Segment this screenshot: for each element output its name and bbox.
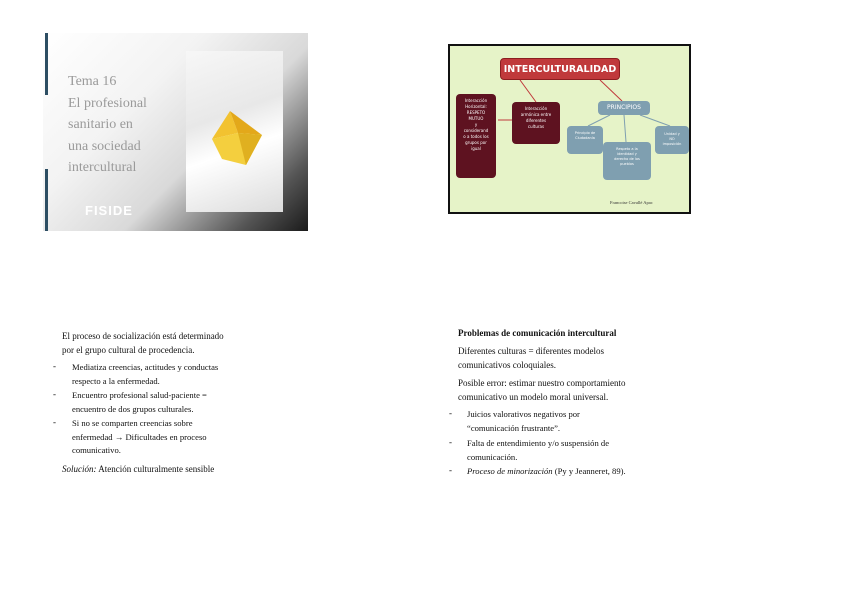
- text-line: Diferentes culturas = diferentes modelos: [458, 346, 605, 356]
- text-line: comunicativo.: [72, 445, 121, 455]
- title-line: sanitario en: [68, 117, 133, 132]
- text-line: Posible error: estimar nuestro comportamiento: [458, 378, 626, 388]
- node-interaccion-horizontal: [456, 94, 496, 178]
- node-text: diferentes: [525, 118, 547, 123]
- text-line: por el grupo cultural de procedencia.: [62, 345, 195, 355]
- fiside-logo: FISIDE: [85, 203, 133, 218]
- node-interculturalidad: INTERCULTURALIDAD: [500, 58, 620, 80]
- title-line: intercultural: [68, 160, 137, 175]
- node-text: imposición: [662, 142, 682, 146]
- node-text: Horizontal:: [465, 104, 487, 109]
- text-line: encuentro de dos grupos culturales.: [72, 403, 194, 414]
- title-line: El profesional: [68, 95, 147, 111]
- node-text: identidad y: [617, 152, 637, 156]
- slide-problemas-comunicacion: [458, 326, 688, 404]
- accent-bar: [45, 169, 48, 231]
- paper-boat-image: [210, 109, 264, 167]
- bullet-item: [72, 417, 272, 458]
- text-line: comunicativo un modelo moral universal.: [458, 392, 609, 402]
- node-text: derecho de los: [614, 157, 640, 161]
- text-line: “comunicación frustrante”.: [467, 422, 561, 433]
- text-line: El proceso de socialización está determinado: [62, 331, 224, 341]
- node-principios: PRINCIPIOS: [598, 101, 650, 115]
- intro-paragraph: [62, 329, 272, 357]
- node-text: y: [474, 122, 478, 127]
- node-text: RESPETO: [466, 110, 486, 115]
- text-line: enfermedad → Dificultades en proceso: [72, 431, 207, 442]
- node-text: Principio de: [574, 131, 596, 135]
- title-line: Tema 16: [68, 74, 117, 89]
- bullet-dash: -: [449, 437, 452, 447]
- node-text: culturas: [527, 124, 545, 129]
- paragraph: [458, 376, 688, 404]
- node-text: NO: [669, 137, 675, 141]
- node-text: Interacción: [524, 106, 548, 111]
- node-interaccion-armonica: [512, 102, 560, 144]
- text-line: Falta de entendimiento y/o suspensión de: [467, 438, 610, 448]
- node-unidad: [655, 126, 689, 154]
- node-text: Interacción: [464, 98, 488, 103]
- node-text: MUTUO: [468, 116, 484, 121]
- bullet-dash: -: [449, 465, 452, 475]
- node-ciudadania: [567, 126, 603, 154]
- solution-line: [62, 462, 282, 476]
- bullet-dash: -: [53, 389, 56, 399]
- citation: (Py y Jeanneret, 89).: [552, 466, 626, 476]
- node-text: considerand: [463, 128, 489, 133]
- concept-map-slide: [448, 44, 691, 214]
- node-text: Respeto a la: [616, 147, 638, 151]
- slide-socializacion: [62, 329, 272, 357]
- node-text: grupos por: [465, 140, 487, 145]
- text-line: Encuentro profesional salud-paciente =: [72, 390, 207, 400]
- text-line: Si no se comparten creencias sobre: [72, 418, 193, 428]
- text-line: comunicativos coloquiales.: [458, 360, 556, 370]
- node-text: Ciudadanía: [575, 136, 595, 140]
- bullet-item: [467, 408, 667, 435]
- node-text: armónica entre: [520, 112, 552, 117]
- bullet-item: [467, 437, 667, 464]
- bullet-item: [467, 465, 687, 479]
- text-line: respecto a la enfermedad.: [72, 375, 160, 386]
- node-text: pueblos: [620, 162, 634, 166]
- solution-text: Atención culturalmente sensible: [96, 464, 215, 474]
- text-line: Mediatiza creencias, actitudes y conductas: [72, 362, 219, 372]
- bullet-item: [72, 389, 272, 416]
- solution-label: Solución:: [62, 464, 97, 474]
- node-respeto-identidad: [603, 142, 651, 180]
- slide-heading: Problemas de comunicación intercultural: [458, 328, 617, 338]
- node-text: igual: [471, 146, 481, 151]
- title-line: una sociedad: [68, 138, 141, 154]
- node-text: Unidad y: [664, 132, 680, 136]
- bullet-dash: -: [53, 417, 56, 427]
- image-credit: Francoise Cavallé Apac: [610, 200, 653, 205]
- text-line: Juicios valorativos negativos por: [467, 409, 580, 419]
- italic-term: Proceso de minorización: [467, 466, 553, 476]
- node-text: o a todos los: [463, 134, 489, 139]
- bullet-dash: -: [53, 361, 56, 371]
- bullet-item: [72, 361, 272, 388]
- text-line: comunicación.: [467, 451, 518, 462]
- paragraph: [458, 344, 688, 372]
- accent-bar: [45, 33, 48, 95]
- slide-title: [68, 71, 188, 179]
- slide-title-card: [43, 33, 308, 231]
- bullet-dash: -: [449, 408, 452, 418]
